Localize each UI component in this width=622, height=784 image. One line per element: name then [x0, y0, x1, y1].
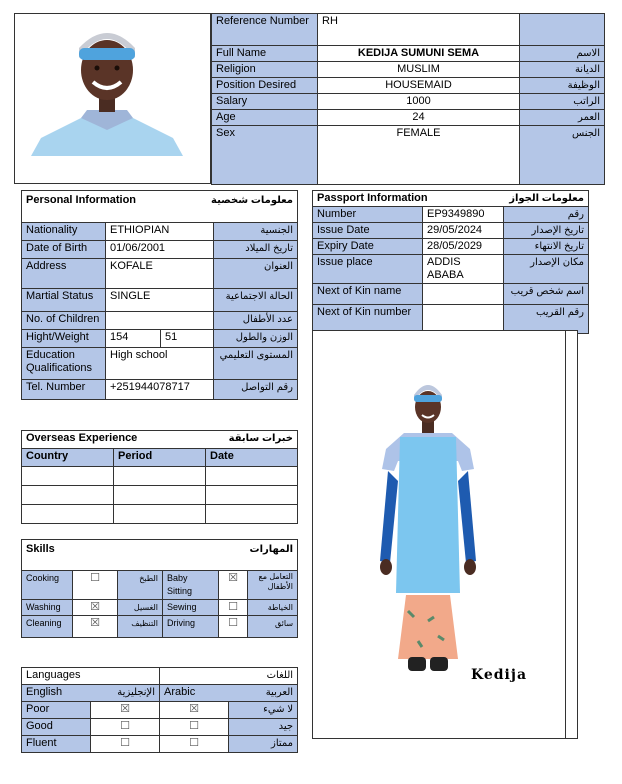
arabic-checkbox[interactable]: ☒	[160, 702, 229, 719]
languages-header-row	[22, 685, 298, 702]
field-arabic: رقم القريب	[504, 305, 589, 334]
field-label: Number	[313, 207, 423, 223]
experience-row	[22, 505, 298, 524]
header-value: FEMALE	[318, 126, 520, 185]
cell	[114, 486, 206, 505]
personal-row-phone	[22, 380, 298, 400]
section-title-arabic: خبرات سابقة	[206, 431, 298, 449]
level-arabic: ممتاز	[229, 736, 298, 753]
skill-arabic: التنظيف	[118, 616, 163, 638]
field-value: ETHIOPIAN	[106, 223, 214, 241]
field-label: Expiry Date	[313, 239, 423, 255]
level-arabic: لا شيء	[229, 702, 298, 719]
field-label: Next of Kin name	[313, 284, 423, 305]
header-row-religion	[212, 62, 605, 78]
field-label: Issue place	[313, 255, 423, 284]
field-arabic: العنوان	[214, 259, 298, 289]
field-value: High school	[106, 348, 214, 380]
experience-header-row	[22, 449, 298, 467]
skill-checkbox[interactable]: ☐	[219, 616, 248, 638]
skills-title-row	[22, 540, 298, 571]
level-label: Fluent	[22, 736, 91, 753]
passport-title-row	[313, 191, 589, 207]
languages-table	[21, 667, 298, 753]
field-arabic: الحالة الاجتماعية	[214, 289, 298, 312]
field-label: Address	[22, 259, 106, 289]
header-value: RH	[318, 14, 520, 46]
field-label: Date of Birth	[22, 241, 106, 259]
skill-checkbox[interactable]: ☒	[73, 600, 118, 616]
skill-label: Baby Sitting	[163, 571, 219, 600]
header-arabic: الوظيفة	[520, 78, 605, 94]
skill-label: Washing	[22, 600, 73, 616]
field-value	[106, 312, 214, 330]
field-value	[423, 284, 504, 305]
skills-row	[22, 616, 298, 638]
cell	[206, 486, 298, 505]
language-english-arabic: الإنجليزية	[91, 685, 160, 702]
field-arabic: عدد الأطفال	[214, 312, 298, 330]
field-value: ADDIS ABABA	[423, 255, 504, 284]
header-row-reference	[212, 14, 605, 46]
full-body-photo	[378, 381, 478, 681]
personal-row-address	[22, 259, 298, 289]
field-label: Education Qualifications	[22, 348, 106, 380]
passport-row-expiry-date	[313, 239, 589, 255]
field-arabic: رقم التواصل	[214, 380, 298, 400]
cell	[114, 505, 206, 524]
cell	[22, 486, 114, 505]
photo-caption: Kedija	[471, 667, 528, 683]
language-level-row	[22, 719, 298, 736]
field-arabic: اسم شخص قريب	[504, 284, 589, 305]
field-label: Nationality	[22, 223, 106, 241]
skill-arabic: الخياطة	[248, 600, 298, 616]
header-arabic: العمر	[520, 110, 605, 126]
skill-checkbox[interactable]: ☒	[219, 571, 248, 600]
skill-checkbox[interactable]: ☐	[73, 571, 118, 600]
section-title-arabic: معلومات الجواز	[504, 191, 589, 207]
english-checkbox[interactable]: ☐	[91, 736, 160, 753]
skills-row	[22, 571, 298, 600]
cell	[114, 467, 206, 486]
field-arabic: المستوى التعليمي	[214, 348, 298, 380]
skill-label: Driving	[163, 616, 219, 638]
header-row-age	[212, 110, 605, 126]
personal-row-nationality	[22, 223, 298, 241]
skill-label: Sewing	[163, 600, 219, 616]
section-title: Passport Information	[313, 191, 504, 207]
language-arabic: Arabic	[160, 685, 229, 702]
column-header-date: Date	[206, 449, 298, 467]
header-info-table	[211, 13, 605, 185]
field-value: +251944078717	[106, 380, 214, 400]
field-arabic: الوزن والطول	[214, 330, 298, 348]
section-title-arabic: معلومات شخصية	[161, 191, 298, 223]
passport-row-issue-date	[313, 223, 589, 239]
field-value: 01/06/2001	[106, 241, 214, 259]
field-value: EP9349890	[423, 207, 504, 223]
section-title: Skills	[22, 540, 163, 571]
section-title-arabic: اللغات	[160, 668, 298, 685]
header-row-full-name	[212, 46, 605, 62]
field-label: Issue Date	[313, 223, 423, 239]
language-english: English	[22, 685, 91, 702]
arabic-checkbox[interactable]: ☐	[160, 736, 229, 753]
experience-row	[22, 486, 298, 505]
header-value: HOUSEMAID	[318, 78, 520, 94]
column-header-period: Period	[114, 449, 206, 467]
level-label: Good	[22, 719, 91, 736]
level-label: Poor	[22, 702, 91, 719]
personal-row-dob	[22, 241, 298, 259]
portrait-photo-frame	[14, 13, 211, 184]
passport-row-number	[313, 207, 589, 223]
skill-label: Cleaning	[22, 616, 73, 638]
personal-row-education	[22, 348, 298, 380]
field-value: 29/05/2024	[423, 223, 504, 239]
frame-divider	[565, 331, 566, 738]
header-arabic: الديانة	[520, 62, 605, 78]
passport-row-kin-name	[313, 284, 589, 305]
language-level-row	[22, 736, 298, 753]
header-label: Position Desired	[212, 78, 318, 94]
skill-arabic: الطبخ	[118, 571, 163, 600]
field-arabic: تاريخ الانتهاء	[504, 239, 589, 255]
header-arabic: الاسم	[520, 46, 605, 62]
header-label: Reference Number	[212, 14, 318, 46]
field-arabic: رقم	[504, 207, 589, 223]
english-checkbox[interactable]: ☒	[91, 702, 160, 719]
header-label: Age	[212, 110, 318, 126]
cell	[206, 505, 298, 524]
field-label: Hight/Weight	[22, 330, 106, 348]
field-arabic: مكان الإصدار	[504, 255, 589, 284]
skills-table	[21, 539, 298, 638]
field-value: 28/05/2029	[423, 239, 504, 255]
portrait-photo	[21, 18, 193, 156]
field-arabic: تاريخ الإصدار	[504, 223, 589, 239]
personal-info-table	[21, 190, 298, 400]
section-title-arabic: المهارات	[163, 540, 298, 571]
skill-checkbox[interactable]: ☐	[219, 600, 248, 616]
header-value: 1000	[318, 94, 520, 110]
header-row-sex	[212, 126, 605, 185]
cell	[206, 467, 298, 486]
field-arabic: الجنسية	[214, 223, 298, 241]
passport-row-issue-place	[313, 255, 589, 284]
full-body-photo-frame	[312, 330, 578, 739]
field-value: KOFALE	[106, 259, 214, 289]
cell	[22, 467, 114, 486]
field-value: SINGLE	[106, 289, 214, 312]
section-title: Languages	[22, 668, 160, 685]
languages-title-row	[22, 668, 298, 685]
header-arabic	[520, 14, 605, 46]
arabic-checkbox[interactable]: ☐	[160, 719, 229, 736]
skill-arabic: الغسيل	[118, 600, 163, 616]
english-checkbox[interactable]: ☐	[91, 719, 160, 736]
weight-value: 51	[161, 330, 214, 348]
column-header-country: Country	[22, 449, 114, 467]
field-label: Martial Status	[22, 289, 106, 312]
personal-row-children	[22, 312, 298, 330]
header-value: KEDIJA SUMUNI SEMA	[318, 46, 520, 62]
field-label: No. of Children	[22, 312, 106, 330]
height-value: 154	[106, 330, 161, 348]
header-label: Sex	[212, 126, 318, 185]
overseas-experience-table	[21, 430, 298, 524]
section-title: Personal Information	[22, 191, 161, 223]
section-title: Overseas Experience	[22, 431, 206, 449]
field-label: Tel. Number	[22, 380, 106, 400]
skill-arabic: التعامل مع الأطفال	[248, 571, 298, 600]
header-row-salary	[212, 94, 605, 110]
field-label: Next of Kin number	[313, 305, 423, 334]
header-label: Religion	[212, 62, 318, 78]
header-arabic: الجنس	[520, 126, 605, 185]
field-arabic: تاريخ الميلاد	[214, 241, 298, 259]
header-value: MUSLIM	[318, 62, 520, 78]
skill-arabic: سائق	[248, 616, 298, 638]
cell	[22, 505, 114, 524]
language-level-row	[22, 702, 298, 719]
personal-row-marital	[22, 289, 298, 312]
experience-row	[22, 467, 298, 486]
passport-info-table	[312, 190, 589, 334]
header-arabic: الراتب	[520, 94, 605, 110]
personal-info-title-row	[22, 191, 298, 223]
level-arabic: جيد	[229, 719, 298, 736]
experience-title-row	[22, 431, 298, 449]
skill-label: Cooking	[22, 571, 73, 600]
header-value: 24	[318, 110, 520, 126]
header-row-position	[212, 78, 605, 94]
personal-row-height-weight	[22, 330, 298, 348]
skill-checkbox[interactable]: ☒	[73, 616, 118, 638]
header-label: Full Name	[212, 46, 318, 62]
language-arabic-arabic: العربية	[229, 685, 298, 702]
header-label: Salary	[212, 94, 318, 110]
skills-row	[22, 600, 298, 616]
